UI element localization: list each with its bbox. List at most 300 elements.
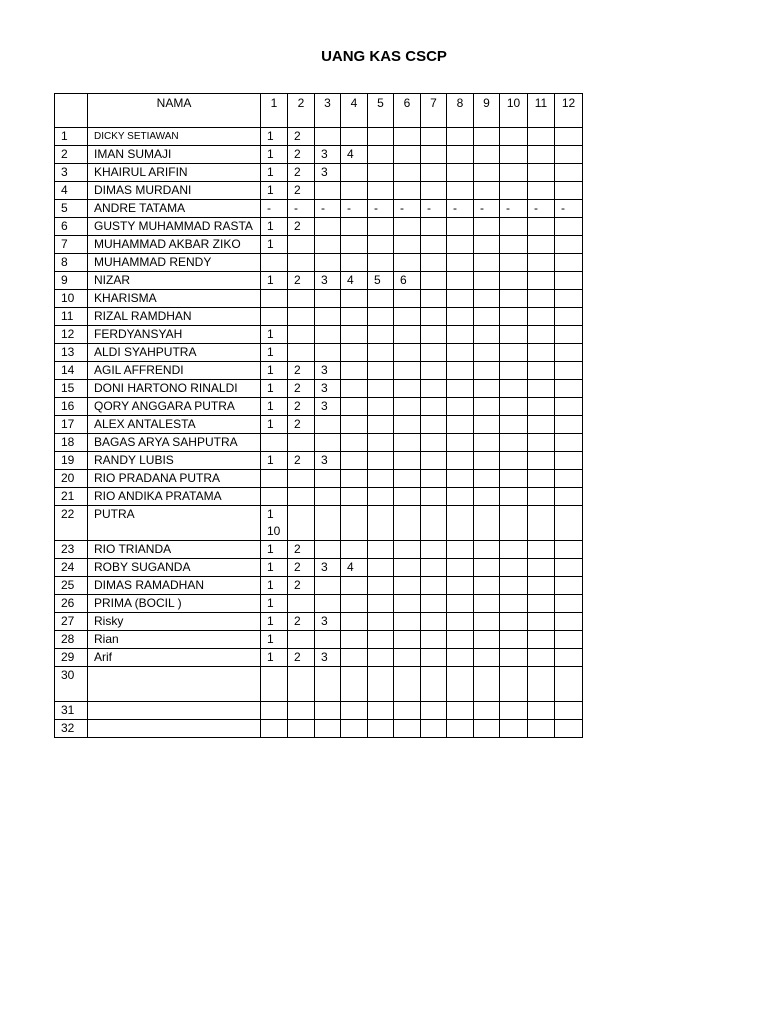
payment-cell: 3	[315, 380, 341, 398]
payment-cell	[421, 308, 447, 326]
payment-cell	[368, 541, 394, 559]
table-row	[55, 649, 583, 667]
payment-cell: 1	[261, 398, 288, 416]
payment-cell: 5	[368, 272, 394, 290]
payment-cell	[528, 631, 555, 649]
payment-cell	[555, 559, 583, 577]
payment-cell	[421, 434, 447, 452]
payment-cell	[447, 631, 474, 649]
payment-cell	[528, 398, 555, 416]
table-row	[55, 470, 583, 488]
row-number-cell: 8	[55, 254, 88, 272]
payment-cell	[555, 470, 583, 488]
header-column-5: 5	[368, 94, 394, 128]
payment-cell	[394, 577, 421, 595]
payment-cell	[555, 613, 583, 631]
row-number-cell: 16	[55, 398, 88, 416]
payment-cell	[447, 344, 474, 362]
payment-cell	[474, 559, 500, 577]
payment-cell	[315, 667, 341, 702]
payment-cell	[528, 146, 555, 164]
payment-cell	[474, 631, 500, 649]
table-row	[55, 452, 583, 470]
payment-cell	[421, 452, 447, 470]
member-name-cell: RANDY LUBIS	[88, 452, 261, 470]
payment-cell: 1	[261, 559, 288, 577]
payment-cell: 1	[261, 272, 288, 290]
payment-cell	[528, 613, 555, 631]
payment-cell	[421, 398, 447, 416]
row-number-cell: 28	[55, 631, 88, 649]
payment-cell	[368, 631, 394, 649]
payment-cell	[447, 667, 474, 702]
payment-cell: 1	[261, 416, 288, 434]
payment-cell	[368, 702, 394, 720]
table-row	[55, 326, 583, 344]
payment-cell	[368, 559, 394, 577]
payment-cell: 3	[315, 452, 341, 470]
payment-cell	[474, 595, 500, 613]
payment-cell	[528, 541, 555, 559]
payment-cell: -	[447, 200, 474, 218]
payment-cell	[474, 272, 500, 290]
payment-cell	[555, 326, 583, 344]
payment-cell	[315, 595, 341, 613]
payment-cell	[368, 452, 394, 470]
payment-cell	[394, 631, 421, 649]
header-name-cell: NAMA	[88, 94, 261, 128]
payment-cell	[368, 398, 394, 416]
member-name-cell: Arif	[88, 649, 261, 667]
payment-cell	[555, 434, 583, 452]
table-row	[55, 416, 583, 434]
table-row	[55, 164, 583, 182]
payment-cell: 2	[288, 452, 315, 470]
payment-cell	[341, 326, 368, 344]
payment-cell	[394, 613, 421, 631]
payment-cell	[368, 128, 394, 146]
payment-cell	[421, 380, 447, 398]
payment-cell: 2	[288, 164, 315, 182]
payment-cell	[555, 398, 583, 416]
payment-cell: 1	[261, 236, 288, 254]
table-header	[55, 94, 583, 128]
payment-cell	[341, 344, 368, 362]
payment-cell	[288, 702, 315, 720]
payment-cell	[500, 218, 528, 236]
payment-cell	[288, 344, 315, 362]
payment-cell	[528, 488, 555, 506]
payment-cell	[368, 720, 394, 738]
payment-cell	[474, 290, 500, 308]
payment-cell	[500, 146, 528, 164]
payment-cell	[288, 720, 315, 738]
member-name-cell: RIO TRIANDA	[88, 541, 261, 559]
payment-cell	[368, 649, 394, 667]
payment-cell	[394, 720, 421, 738]
member-name-cell: IMAN SUMAJI	[88, 146, 261, 164]
header-column-4: 4	[341, 94, 368, 128]
payment-cell	[421, 236, 447, 254]
payment-cell	[315, 254, 341, 272]
payment-cell	[474, 416, 500, 434]
payment-cell	[394, 595, 421, 613]
payment-cell	[394, 416, 421, 434]
payment-cell	[394, 559, 421, 577]
header-row	[55, 94, 583, 128]
member-name-cell: FERDYANSYAH	[88, 326, 261, 344]
payment-cell	[555, 254, 583, 272]
payment-cell	[421, 667, 447, 702]
header-column-6: 6	[394, 94, 421, 128]
payment-cell: 3	[315, 398, 341, 416]
member-name-cell: DONI HARTONO RINALDI	[88, 380, 261, 398]
payment-cell: 2	[288, 380, 315, 398]
payment-cell: 1	[261, 380, 288, 398]
row-number-cell: 17	[55, 416, 88, 434]
payment-cell	[500, 416, 528, 434]
payment-cell	[368, 146, 394, 164]
payment-cell	[421, 720, 447, 738]
payment-cell	[447, 272, 474, 290]
row-number-cell: 3	[55, 164, 88, 182]
payment-cell	[421, 362, 447, 380]
payment-cell	[394, 236, 421, 254]
table-row	[55, 290, 583, 308]
payment-cell	[474, 488, 500, 506]
payment-cell	[288, 326, 315, 344]
payment-cell	[368, 164, 394, 182]
payment-cell	[421, 182, 447, 200]
row-number-cell: 22	[55, 506, 88, 541]
row-number-cell: 26	[55, 595, 88, 613]
payment-cell	[394, 344, 421, 362]
payment-cell	[394, 128, 421, 146]
payment-cell	[341, 416, 368, 434]
member-name-cell: PRIMA (BOCIL )	[88, 595, 261, 613]
payment-cell: 1 10	[261, 506, 288, 541]
table-row	[55, 488, 583, 506]
payment-cell	[447, 254, 474, 272]
payment-cell: 3	[315, 362, 341, 380]
payment-cell	[341, 254, 368, 272]
payment-cell	[500, 470, 528, 488]
payment-cell: 4	[341, 272, 368, 290]
member-name-cell: Rian	[88, 631, 261, 649]
payment-cell	[315, 702, 341, 720]
payment-cell	[500, 290, 528, 308]
member-name-cell: Risky	[88, 613, 261, 631]
payment-cell: 3	[315, 272, 341, 290]
payment-cell	[474, 380, 500, 398]
payment-cell	[447, 506, 474, 541]
payment-cell	[394, 182, 421, 200]
table-row	[55, 362, 583, 380]
payment-cell	[500, 164, 528, 182]
table-row	[55, 667, 583, 702]
header-column-1: 1	[261, 94, 288, 128]
payment-cell	[500, 488, 528, 506]
table-row	[55, 128, 583, 146]
payment-cell	[421, 506, 447, 541]
payment-cell	[474, 308, 500, 326]
payment-cell: 1	[261, 182, 288, 200]
payment-cell: 2	[288, 182, 315, 200]
payment-cell	[500, 254, 528, 272]
payment-cell	[555, 506, 583, 541]
row-number-cell: 20	[55, 470, 88, 488]
payment-cell	[447, 398, 474, 416]
payment-cell	[447, 290, 474, 308]
row-number-cell: 10	[55, 290, 88, 308]
row-number-cell: 21	[55, 488, 88, 506]
table-row	[55, 200, 583, 218]
payment-cell	[368, 506, 394, 541]
payment-cell	[555, 362, 583, 380]
row-number-cell: 9	[55, 272, 88, 290]
table-row	[55, 631, 583, 649]
payment-cell	[394, 488, 421, 506]
payment-cell: 1	[261, 613, 288, 631]
payment-cell	[394, 164, 421, 182]
member-name-cell: DIMAS MURDANI	[88, 182, 261, 200]
payment-cell	[474, 254, 500, 272]
payment-cell	[555, 577, 583, 595]
payment-cell	[528, 559, 555, 577]
payment-cell	[421, 488, 447, 506]
member-name-cell: RIO PRADANA PUTRA	[88, 470, 261, 488]
payment-cell	[421, 326, 447, 344]
payment-cell	[555, 128, 583, 146]
payment-cell: 3	[315, 164, 341, 182]
payment-cell	[447, 128, 474, 146]
table-row	[55, 218, 583, 236]
payment-cell	[555, 452, 583, 470]
payment-cell: 4	[341, 146, 368, 164]
header-column-8: 8	[447, 94, 474, 128]
payment-cell	[474, 702, 500, 720]
member-name-cell: RIO ANDIKA PRATAMA	[88, 488, 261, 506]
payment-cell	[315, 236, 341, 254]
row-number-cell: 31	[55, 702, 88, 720]
payment-cell	[261, 290, 288, 308]
payment-cell	[368, 218, 394, 236]
payment-cell	[421, 344, 447, 362]
payment-cell	[315, 326, 341, 344]
payment-cell	[474, 344, 500, 362]
payment-cell	[288, 506, 315, 541]
member-name-cell: NIZAR	[88, 272, 261, 290]
row-number-cell: 13	[55, 344, 88, 362]
payment-cell	[447, 308, 474, 326]
payment-cell	[341, 308, 368, 326]
payment-cell: 1	[261, 128, 288, 146]
payment-cell	[474, 541, 500, 559]
payment-cell	[447, 720, 474, 738]
payment-cell: -	[315, 200, 341, 218]
payment-cell	[555, 182, 583, 200]
payment-cell	[288, 595, 315, 613]
payment-cell	[315, 308, 341, 326]
payment-cell	[474, 362, 500, 380]
payment-cell	[315, 434, 341, 452]
payment-cell	[394, 541, 421, 559]
payment-cell	[555, 416, 583, 434]
payment-cell	[421, 649, 447, 667]
payment-cell	[394, 470, 421, 488]
row-number-cell: 15	[55, 380, 88, 398]
payment-cell	[315, 541, 341, 559]
payment-cell	[500, 326, 528, 344]
payment-cell	[261, 308, 288, 326]
payment-cell	[288, 308, 315, 326]
payment-cell	[315, 218, 341, 236]
member-name-cell: PUTRA	[88, 506, 261, 541]
row-number-cell: 19	[55, 452, 88, 470]
payment-cell	[555, 380, 583, 398]
row-number-cell: 6	[55, 218, 88, 236]
payment-cell: 1	[261, 362, 288, 380]
payment-cell	[261, 488, 288, 506]
payment-cell	[500, 236, 528, 254]
payment-cell	[341, 488, 368, 506]
payment-cell	[447, 649, 474, 667]
row-number-cell: 5	[55, 200, 88, 218]
payment-cell	[368, 236, 394, 254]
header-column-7: 7	[421, 94, 447, 128]
table-row	[55, 595, 583, 613]
table-row	[55, 398, 583, 416]
payment-cell	[394, 434, 421, 452]
payment-cell	[474, 577, 500, 595]
payment-cell	[341, 218, 368, 236]
payment-cell	[528, 470, 555, 488]
payment-cell	[261, 470, 288, 488]
payment-cell	[394, 218, 421, 236]
payment-cell	[394, 452, 421, 470]
payment-cell	[368, 326, 394, 344]
payment-cell	[421, 541, 447, 559]
table-row	[55, 559, 583, 577]
payment-cell	[555, 272, 583, 290]
payment-cell	[421, 470, 447, 488]
payment-cell	[394, 649, 421, 667]
table-row	[55, 146, 583, 164]
payment-cell	[528, 667, 555, 702]
payment-cell	[474, 182, 500, 200]
payment-cell	[555, 344, 583, 362]
payment-cell	[421, 254, 447, 272]
payment-cell	[368, 488, 394, 506]
payment-cell	[500, 667, 528, 702]
payment-cell	[500, 613, 528, 631]
payment-cell	[288, 290, 315, 308]
payment-cell	[421, 416, 447, 434]
header-column-3: 3	[315, 94, 341, 128]
payment-cell: 2	[288, 649, 315, 667]
payment-cell	[315, 720, 341, 738]
payment-cell	[500, 452, 528, 470]
payment-cell: 2	[288, 146, 315, 164]
payment-cell	[528, 380, 555, 398]
payment-cell	[341, 613, 368, 631]
payment-cell	[528, 577, 555, 595]
header-column-2: 2	[288, 94, 315, 128]
row-number-cell: 1	[55, 128, 88, 146]
member-name-cell: BAGAS ARYA SAHPUTRA	[88, 434, 261, 452]
payment-cell	[315, 182, 341, 200]
payment-cell	[341, 667, 368, 702]
member-name-cell: ALDI SYAHPUTRA	[88, 344, 261, 362]
table-row	[55, 272, 583, 290]
payment-cell	[447, 452, 474, 470]
payment-cell	[315, 128, 341, 146]
payment-cell	[315, 470, 341, 488]
payment-cell	[555, 218, 583, 236]
member-name-cell: ALEX ANTALESTA	[88, 416, 261, 434]
header-number-cell	[55, 94, 88, 128]
table-row	[55, 541, 583, 559]
payment-cell	[421, 290, 447, 308]
payment-cell: -	[341, 200, 368, 218]
payment-cell	[447, 218, 474, 236]
member-name-cell: RIZAL RAMDHAN	[88, 308, 261, 326]
payment-cell	[474, 720, 500, 738]
payment-cell	[500, 702, 528, 720]
payment-cell	[288, 470, 315, 488]
table-row	[55, 720, 583, 738]
payment-cell	[555, 236, 583, 254]
payment-cell	[528, 236, 555, 254]
payment-cell	[341, 595, 368, 613]
row-number-cell: 12	[55, 326, 88, 344]
payment-cell	[394, 506, 421, 541]
payment-cell: 3	[315, 559, 341, 577]
payment-cell	[528, 290, 555, 308]
payment-cell	[368, 362, 394, 380]
payment-cell	[447, 595, 474, 613]
payment-cell	[315, 416, 341, 434]
payment-cell: 2	[288, 559, 315, 577]
table-body	[55, 128, 583, 738]
payment-cell	[447, 470, 474, 488]
payment-cell	[528, 702, 555, 720]
payment-cell	[288, 236, 315, 254]
payment-cell	[421, 128, 447, 146]
row-number-cell: 24	[55, 559, 88, 577]
payment-cell	[447, 416, 474, 434]
payment-cell	[528, 272, 555, 290]
payment-cell	[474, 667, 500, 702]
payment-cell	[474, 470, 500, 488]
payment-cell	[341, 631, 368, 649]
payment-cell	[394, 667, 421, 702]
row-number-cell: 30	[55, 667, 88, 702]
payment-cell	[341, 702, 368, 720]
payment-cell	[474, 452, 500, 470]
payment-cell	[341, 470, 368, 488]
payment-cell: -	[288, 200, 315, 218]
payment-cell	[528, 362, 555, 380]
payment-cell	[421, 577, 447, 595]
payment-cell	[368, 344, 394, 362]
payment-cell	[394, 308, 421, 326]
payment-cell	[261, 720, 288, 738]
payment-cell: 1	[261, 344, 288, 362]
row-number-cell: 23	[55, 541, 88, 559]
payment-cell	[555, 720, 583, 738]
payment-cell	[447, 380, 474, 398]
